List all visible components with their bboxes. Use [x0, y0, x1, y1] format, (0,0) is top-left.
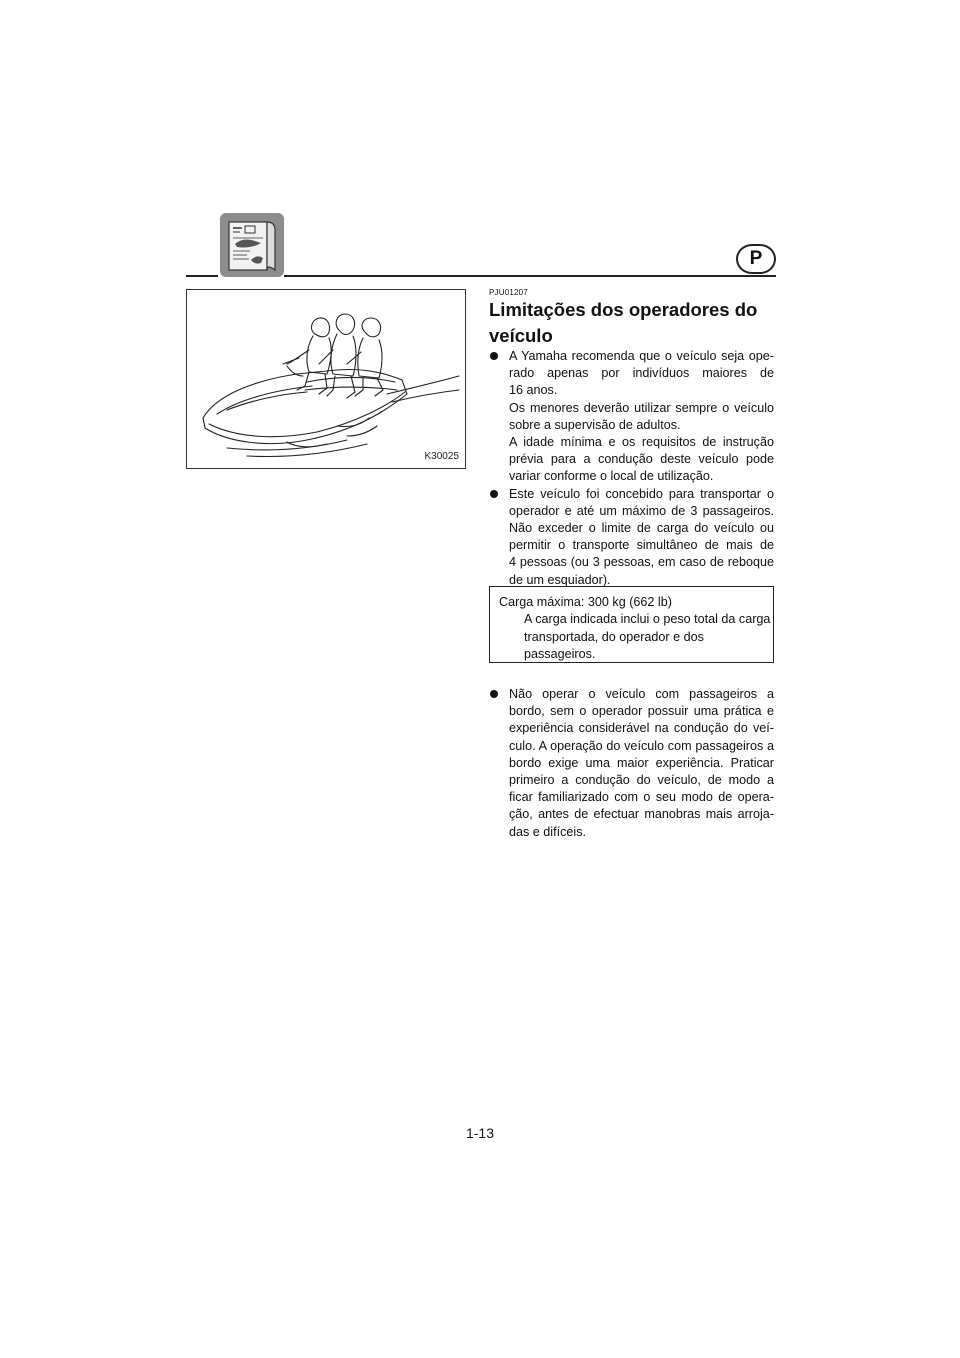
- spec-title: Carga máxima: 300 kg (662 lb): [499, 595, 672, 609]
- bullet-list-after: [489, 686, 774, 841]
- bullet-line: experiência considerável na condução do veí-: [509, 721, 774, 736]
- list-item: [489, 486, 774, 589]
- header-rule-left: [186, 275, 218, 277]
- bullet-line: primeiro a condução do veículo, de modo a: [509, 773, 774, 788]
- language-badge: P: [736, 244, 776, 274]
- spec-note-line: A carga indicada inclui o peso total da carga: [524, 612, 771, 627]
- bullet-line: operador e até um máximo de 3 passageiros.: [509, 503, 774, 518]
- bullet-line: Não operar o veículo com passageiros a: [509, 687, 774, 701]
- bullet-line: rado apenas por indivíduos maiores de: [509, 366, 774, 381]
- bullet-dot-icon: [490, 490, 498, 498]
- bullet-line: 4 pessoas (ou 3 pessoas, em caso de reboque: [509, 555, 774, 570]
- bullet-line: A idade mínima e os requisitos de instrução: [509, 435, 774, 450]
- bullet-dot-icon: [490, 352, 498, 360]
- list-item: [489, 348, 774, 486]
- bullet-line: prévia para a condução deste veículo pode: [509, 452, 774, 467]
- section-title-line-1: Limitações dos operadores do: [489, 299, 758, 320]
- jet-ski-with-three-riders-icon: [187, 290, 465, 468]
- bullet-line: 16 anos.: [509, 383, 558, 398]
- list-item: [489, 686, 774, 841]
- bullet-dot-icon: [490, 690, 498, 698]
- bullet-line: Os menores deverão utilizar sempre o veículo: [509, 400, 774, 415]
- section-title: [489, 297, 789, 349]
- bullet-line: Este veículo foi concebido para transportar o: [509, 486, 774, 501]
- spec-note-line: passageiros.: [524, 647, 596, 662]
- bullet-line: das e difíceis.: [509, 824, 587, 839]
- bullet-line: sobre a supervisão de adultos.: [509, 417, 681, 432]
- bullet-line: ficar familiarizado com o seu modo de opera-: [509, 790, 774, 805]
- bullet-line: bordo, sem o operador possuir uma prática e: [509, 704, 774, 719]
- bullet-line: ção, antes de efectuar manobras mais arroja-: [509, 807, 774, 822]
- bullet-line: permitir o transporte simultâneo de mais de: [509, 538, 774, 553]
- jet-ski-illustration: [186, 289, 466, 469]
- section-ref-code: PJU01207: [489, 288, 528, 297]
- bullet-line: A Yamaha recomenda que o veículo seja ope-: [509, 349, 774, 363]
- bullet-line: bordo exige uma maior experiência. Praticar: [509, 755, 774, 770]
- manual-book-icon: [220, 213, 284, 277]
- bullet-line: Não exceder o limite de carga do veículo ou: [509, 521, 774, 536]
- spec-note-line: transportada, do operador e dos: [524, 629, 704, 644]
- bullet-list: [489, 348, 774, 589]
- figure-code: K30025: [424, 451, 459, 462]
- bullet-line: variar conforme o local de utilização.: [509, 469, 714, 484]
- max-load-spec-box: [489, 586, 774, 663]
- page-number: 1-13: [465, 1125, 495, 1141]
- bullet-line: de um esquiador).: [509, 572, 611, 587]
- section-title-line-2: veículo: [489, 325, 553, 346]
- header-rule-right: [284, 275, 776, 277]
- bullet-line: culo. A operação do veículo com passageiros a: [509, 738, 774, 753]
